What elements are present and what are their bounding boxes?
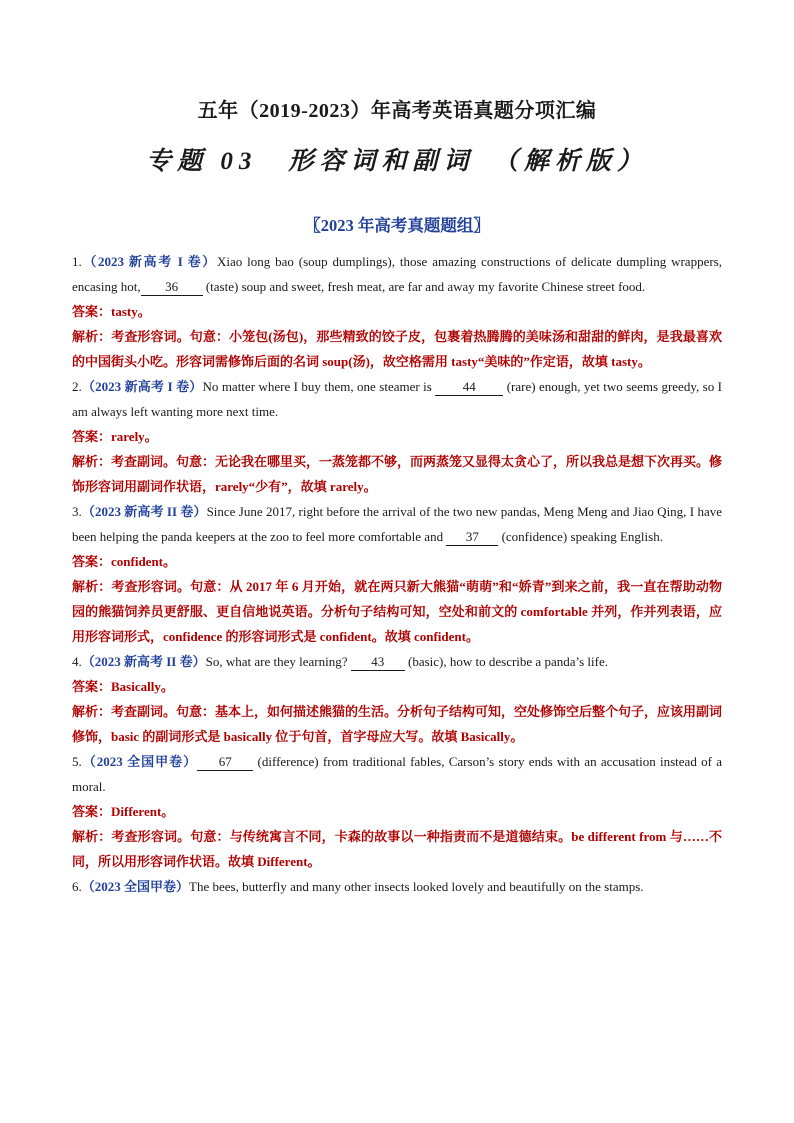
document-title: 五年（2019-2023）年高考英语真题分项汇编 — [197, 100, 597, 122]
answer-line: 答案：confident。 — [72, 554, 177, 569]
question-number: 6. — [72, 879, 82, 894]
question-source: （2023 新高考 I 卷） — [81, 379, 203, 394]
analysis-text: 解析：考查形容词。句意：与传统寓言不同，卡森的故事以一种指责而不是道德结束。be different from 与……不同，所以用形容词作状语。故填 Different。 — [72, 829, 722, 869]
question-list — [72, 249, 722, 899]
question-text — [72, 499, 722, 549]
question-number: 5. — [72, 754, 82, 769]
question-stem-before: So, what are they learning? — [205, 654, 348, 669]
question-source: （2023 全国甲卷） — [81, 754, 198, 769]
analysis-text: 解析：考查形容词。句意：小笼包(汤包)，那些精致的饺子皮，包裹着热腾腾的美味汤和甜甜的鲜肉，是我最喜欢的中国街头小吃。形容词需修饰后面的名词 soup(汤)，故空格需用 tasty“美味的”作定语，故填 tasty。 — [72, 329, 722, 369]
question-item — [72, 499, 722, 649]
answer-line: 答案：tasty。 — [72, 304, 151, 319]
question-stem-before: Xiao long bao (soup dumplings), those amazing constructions of delicate dumpling wrappers, encasing hot, — [72, 254, 722, 294]
question-stem-after: (basic), how to describe a panda’s life. — [408, 654, 608, 669]
answer-blank: 67 — [197, 754, 253, 771]
question-stem-after: (rare) enough, yet two seems greedy, so I am always left wanting more next time. — [72, 379, 723, 419]
answer-line: 答案：rarely。 — [72, 429, 158, 444]
question-item — [72, 649, 722, 749]
question-stem-before: Since June 2017, right before the arrival of the two new pandas, Meng Meng and Jiao Qing, I have been helping the panda keepers at the zoo to feel more comfortable and — [72, 504, 722, 544]
question-text — [72, 249, 722, 299]
question-number: 2. — [72, 379, 82, 394]
document-subtitle: 专题 03 形容词和副词 （解析版） — [146, 148, 648, 175]
question-source: （2023 全国甲卷） — [81, 879, 190, 894]
question-source: （2023 新高考 II 卷） — [81, 504, 207, 519]
analysis-text: 解析：考查副词。句意：无论我在哪里买，一蒸笼都不够，而两蒸笼又显得太贪心了，所以我总是想下次再买。修饰形容词用副词作状语，rarely“少有”，故填 rarely。 — [72, 454, 723, 494]
group-heading: 〖2023 年高考真题题组〗 — [304, 216, 490, 235]
answer-line: 答案：Basically。 — [72, 679, 174, 694]
question-item — [72, 374, 722, 499]
question-text — [72, 874, 722, 899]
answer-blank: 44 — [435, 379, 503, 396]
question-stem-after: (taste) soup and sweet, fresh meat, are far and away my favorite Chinese street food. — [205, 279, 646, 294]
question-item — [72, 749, 722, 874]
question-number: 3. — [72, 504, 82, 519]
question-text — [72, 374, 722, 424]
question-source: （2023 新高考 I 卷） — [81, 254, 217, 269]
question-number: 1. — [72, 254, 82, 269]
answer-blank: 43 — [351, 654, 405, 671]
analysis-text: 解析：考查副词。句意：基本上，如何描述熊猫的生活。分析句子结构可知，空处修饰空后整个句子，应该用副词修饰，basic 的副词形式是 basically 位于句首，首字母应大写。故填 Basically。 — [72, 704, 723, 744]
question-text — [72, 749, 722, 799]
analysis-text: 解析：考查形容词。句意：从 2017 年 6 月开始，就在两只新大熊猫“萌萌”和“娇青”到来之前，我一直在帮助动物园的熊猫饲养员更舒服、更自信地说英语。分析句子结构可知，空处和前文的 comfortable 并列，作并列表语，应用形容词形式，confidence 的形容词形式是 confident。故填 confident。 — [72, 579, 722, 644]
answer-blank: 36 — [141, 279, 203, 296]
question-item — [72, 874, 722, 899]
question-source: （2023 新高考 II 卷） — [81, 654, 206, 669]
question-stem-before: No matter where I buy them, one steamer is — [202, 379, 432, 394]
answer-blank: 37 — [446, 529, 498, 546]
question-stem-after: (difference) from traditional fables, Carson’s story ends with an accusation instead of a moral. — [72, 754, 722, 794]
answer-line: 答案：Different。 — [72, 804, 175, 819]
question-stem-before: The bees, butterfly and many other insects looked lovely and beautifully on the stamps. — [189, 879, 644, 894]
question-stem-after: (confidence) speaking English. — [501, 529, 663, 544]
question-number: 4. — [72, 654, 82, 669]
question-text — [72, 649, 722, 674]
question-item — [72, 249, 722, 374]
